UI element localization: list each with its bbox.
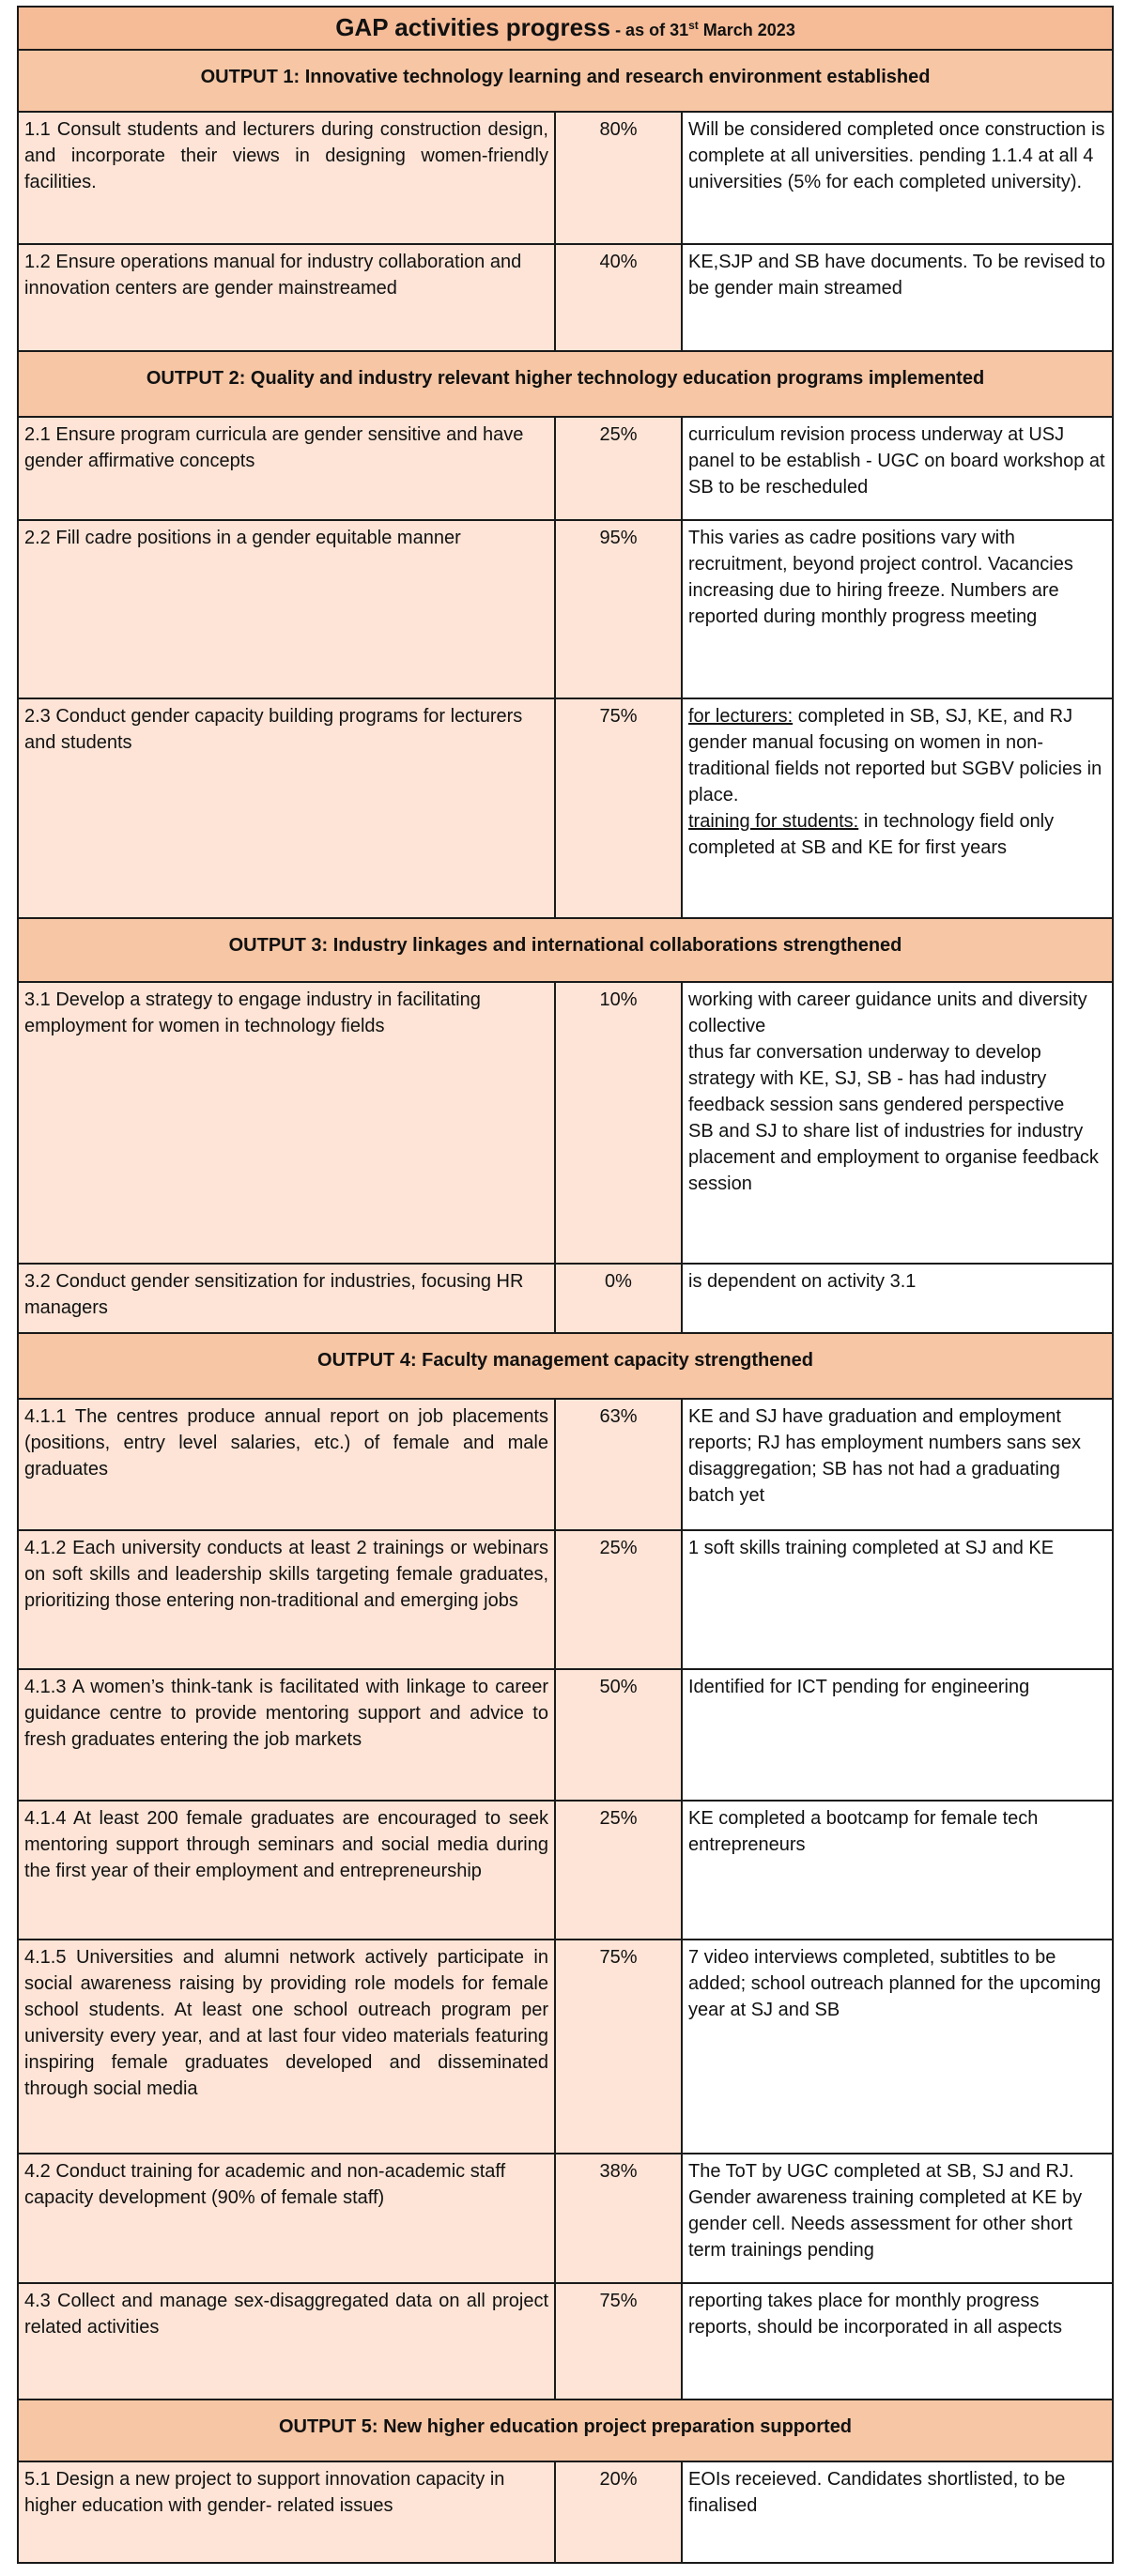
status-note-cell: This varies as cadre positions vary with recruitment, beyond project control. Vacancies increasing due to hiring freeze. Numbers are reported during monthly progress meeting: [682, 520, 1113, 698]
note-line: SB and SJ to share list of industries for industry placement and employment to organise feedback session: [688, 1121, 1099, 1194]
progress-cell: 95%: [555, 520, 682, 698]
table-row: [18, 244, 1113, 351]
output-5-heading: OUTPUT 5: New higher education project preparation supported: [18, 2400, 1113, 2461]
progress-cell: 50%: [555, 1669, 682, 1801]
gap-progress-table: [17, 6, 1114, 2564]
progress-cell: 75%: [555, 1940, 682, 2154]
progress-cell: 75%: [555, 2283, 682, 2400]
note-line: thus far conversation underway to develop strategy with KE, SJ, SB - has had industry feedback session sans gendered perspective: [688, 1042, 1065, 1115]
progress-cell: 63%: [555, 1399, 682, 1530]
table-row: [18, 1669, 1113, 1801]
output-heading-row: [18, 2400, 1113, 2461]
activity-cell: 2.3 Conduct gender capacity building programs for lecturers and students: [18, 698, 555, 918]
table-row: [18, 982, 1113, 1264]
table-row: [18, 2283, 1113, 2400]
progress-cell: 25%: [555, 417, 682, 520]
output-3-heading: OUTPUT 3: Industry linkages and international collaborations strengthened: [18, 918, 1113, 982]
status-note-cell: KE completed a bootcamp for female tech entrepreneurs: [682, 1801, 1113, 1940]
table-title: [18, 7, 1113, 50]
activity-cell: 1.1 Consult students and lecturers during construction design, and incorporate their views in designing women-friendly facilities.: [18, 112, 555, 244]
activity-cell: 4.1.4 At least 200 female graduates are encouraged to seek mentoring support through seminars and social media during the first year of their employment and entrepreneurship: [18, 1801, 555, 1940]
status-note-cell: 1 soft skills training completed at SJ and KE: [682, 1530, 1113, 1669]
title-text: GAP activities progress: [335, 12, 611, 41]
table-row: [18, 698, 1113, 918]
output-4-heading: OUTPUT 4: Faculty management capacity strengthened: [18, 1333, 1113, 1399]
activity-cell: 4.1.1 The centres produce annual report on job placements (positions, entry level salaries, etc.) of female and male graduates: [18, 1399, 555, 1530]
progress-cell: 25%: [555, 1530, 682, 1669]
status-note-cell: reporting takes place for monthly progress reports, should be incorporated in all aspects: [682, 2283, 1113, 2400]
output-2-heading: OUTPUT 2: Quality and industry relevant higher technology education programs implemented: [18, 351, 1113, 417]
progress-cell: 38%: [555, 2154, 682, 2283]
note-label-lecturers: for lecturers:: [688, 706, 794, 727]
table-row: [18, 520, 1113, 698]
table-row: [18, 1801, 1113, 1940]
status-note-cell: curriculum revision process underway at USJ panel to be establish - UGC on board workshop at SB to be rescheduled: [682, 417, 1113, 520]
status-note-cell: The ToT by UGC completed at SB, SJ and RJ. Gender awareness training completed at KE by gender cell. Needs assessment for other short term trainings pending: [682, 2154, 1113, 2283]
table-row: [18, 417, 1113, 520]
status-note-cell: Will be considered completed once construction is complete at all universities. pending 1.1.4 at all 4 universities (5% for each completed university).: [682, 112, 1113, 244]
output-heading-row: [18, 1333, 1113, 1399]
progress-cell: 0%: [555, 1264, 682, 1333]
note-text-students: in technology field only completed at SB and KE for first years: [688, 811, 1055, 858]
activity-cell: 3.2 Conduct gender sensitization for industries, focusing HR managers: [18, 1264, 555, 1333]
table-row: [18, 2154, 1113, 2283]
table-row: [18, 1530, 1113, 1669]
title-row: [18, 7, 1113, 50]
output-heading-row: [18, 50, 1113, 112]
as-of-date: - as of 31st March 2023: [610, 18, 795, 39]
table-row: [18, 112, 1113, 244]
status-note-cell: KE,SJP and SB have documents. To be revised to be gender main streamed: [682, 244, 1113, 351]
activity-cell: 2.1 Ensure program curricula are gender sensitive and have gender affirmative concepts: [18, 417, 555, 520]
activity-cell: 4.3 Collect and manage sex-disaggregated data on all project related activities: [18, 2283, 555, 2400]
status-note-cell: 7 video interviews completed, subtitles to be added; school outreach planned for the upcoming year at SJ and SB: [682, 1940, 1113, 2154]
note-text-lecturers: completed in SB, SJ, KE, and RJ gender manual focusing on women in non-traditional fields not reported but SGBV policies in place.: [688, 706, 1102, 805]
activity-cell: 1.2 Ensure operations manual for industry collaboration and innovation centers are gender mainstreamed: [18, 244, 555, 351]
activity-cell: 4.1.5 Universities and alumni network actively participate in social awareness raising by providing role models for female school students. At least one school outreach program per university every year, and at last four video materials featuring inspiring female graduates developed and disseminated through social media: [18, 1940, 555, 2154]
progress-cell: 75%: [555, 698, 682, 918]
status-note-cell: Identified for ICT pending for engineering: [682, 1669, 1113, 1801]
output-1-heading: OUTPUT 1: Innovative technology learning and research environment established: [18, 50, 1113, 112]
progress-cell: 80%: [555, 112, 682, 244]
note-line: working with career guidance units and diversity collective: [688, 989, 1087, 1036]
progress-cell: 10%: [555, 982, 682, 1264]
progress-cell: 40%: [555, 244, 682, 351]
status-note-cell: KE and SJ have graduation and employment reports; RJ has employment numbers sans sex disaggregation; SB has not had a graduating batch yet: [682, 1399, 1113, 1530]
output-heading-row: [18, 351, 1113, 417]
activity-cell: 4.1.3 A women’s think-tank is facilitated with linkage to career guidance centre to provide mentoring support and advice to fresh graduates entering the job markets: [18, 1669, 555, 1801]
progress-cell: 20%: [555, 2461, 682, 2563]
table-row: [18, 2461, 1113, 2563]
table-row: [18, 1399, 1113, 1530]
table-row: [18, 1940, 1113, 2154]
activity-cell: 2.2 Fill cadre positions in a gender equitable manner: [18, 520, 555, 698]
status-note-cell: EOIs receieved. Candidates shortlisted, to be finalised: [682, 2461, 1113, 2563]
output-heading-row: [18, 918, 1113, 982]
status-note-cell: [682, 698, 1113, 918]
status-note-cell: is dependent on activity 3.1: [682, 1264, 1113, 1333]
status-note-cell: [682, 982, 1113, 1264]
activity-cell: 5.1 Design a new project to support innovation capacity in higher education with gender- related issues: [18, 2461, 555, 2563]
table-row: [18, 1264, 1113, 1333]
activity-cell: 3.1 Develop a strategy to engage industry in facilitating employment for women in technology fields: [18, 982, 555, 1264]
progress-cell: 25%: [555, 1801, 682, 1940]
note-label-students: training for students:: [688, 811, 859, 832]
activity-cell: 4.1.2 Each university conducts at least 2 trainings or webinars on soft skills and leadership skills targeting female graduates, prioritizing those entering non-traditional and emerging jobs: [18, 1530, 555, 1669]
activity-cell: 4.2 Conduct training for academic and non-academic staff capacity development (90% of female staff): [18, 2154, 555, 2283]
